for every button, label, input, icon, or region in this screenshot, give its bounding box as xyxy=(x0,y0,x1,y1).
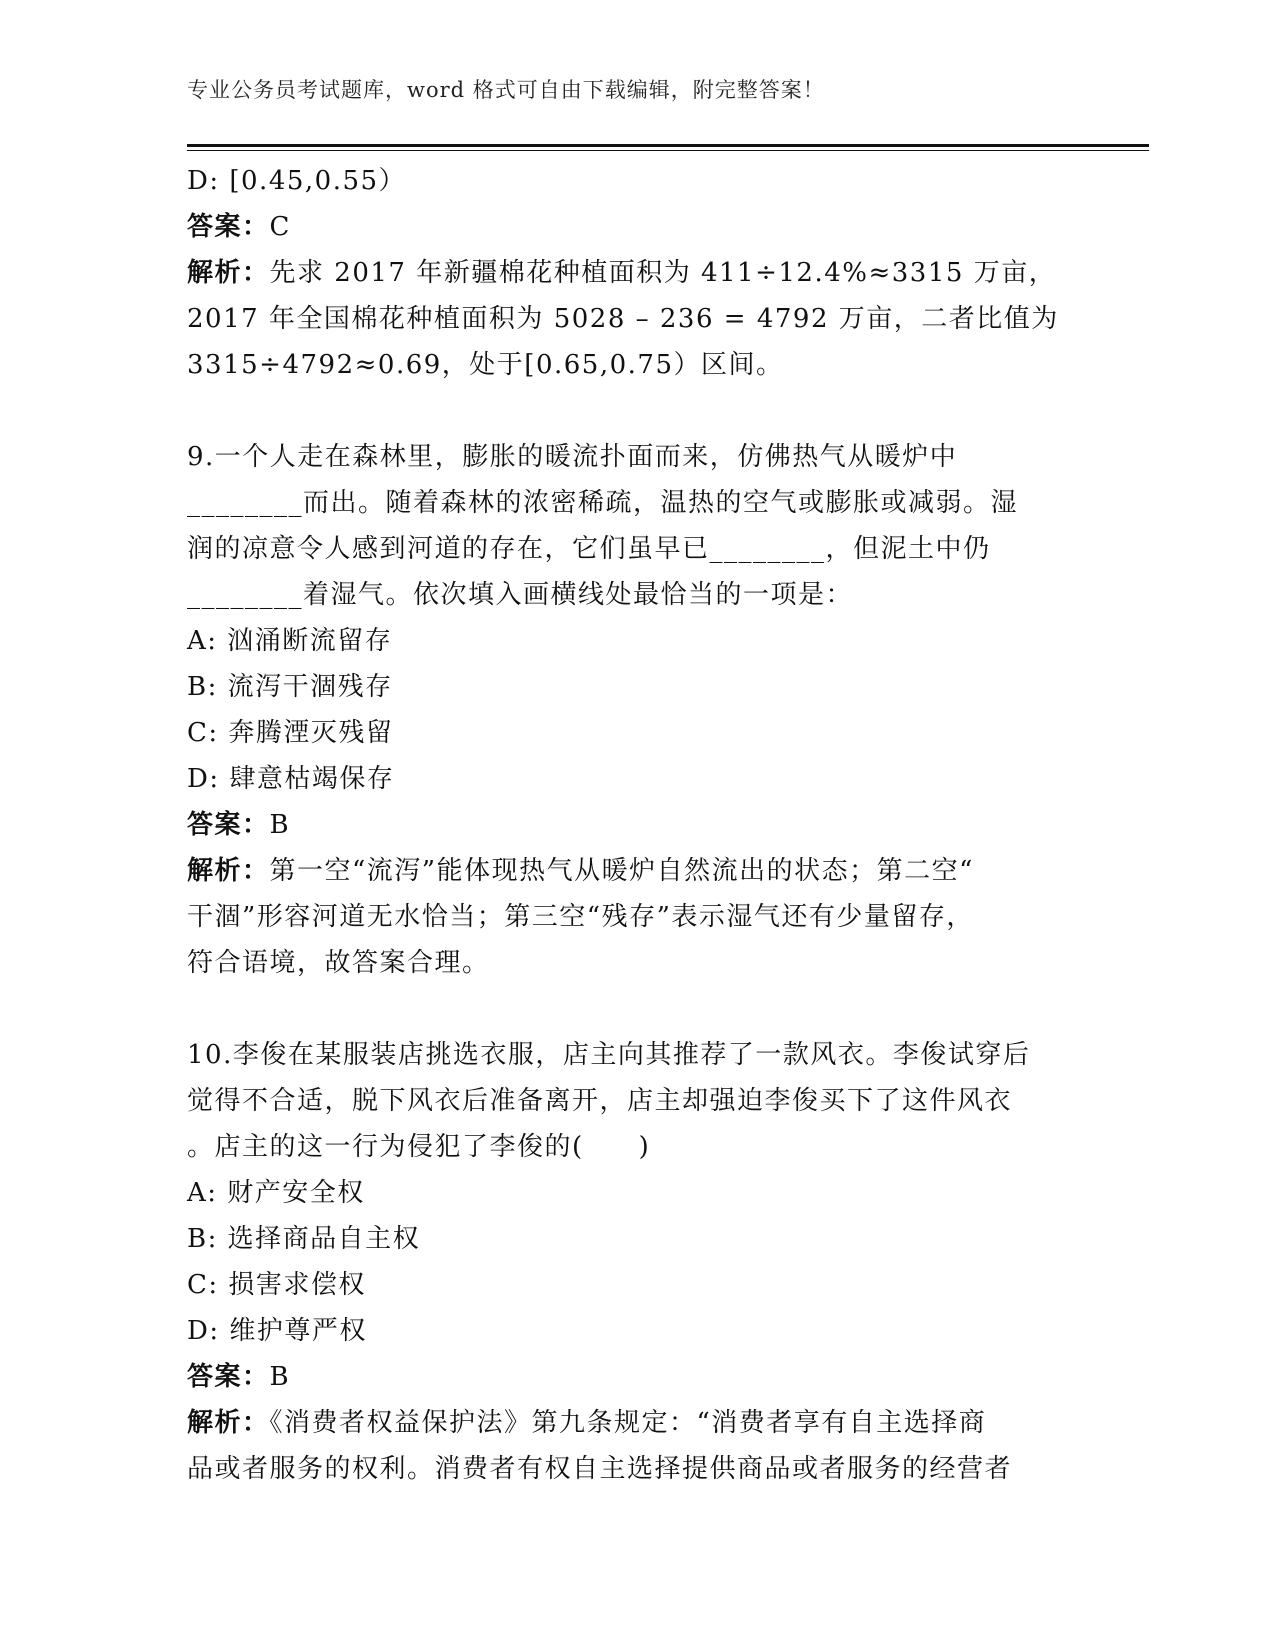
q9-stem-line: 9.一个人走在森林里，膨胀的暖流扑面而来，仿佛热气从暖炉中 xyxy=(187,442,958,472)
answer-label: 答案： xyxy=(187,1362,270,1392)
analysis-label: 解析： xyxy=(187,1408,270,1438)
q10-option-c: C: 损害求偿权 xyxy=(187,1270,366,1300)
answer-value: B xyxy=(269,1362,291,1392)
answer-value: B xyxy=(269,810,291,840)
header-rule-thin xyxy=(187,150,1149,151)
q10-stem-line: 觉得不合适，脱下风衣后准备离开，店主却强迫李俊买下了这件风衣 xyxy=(187,1086,1013,1116)
q9-analysis-line: 符合语境，故答案合理。 xyxy=(187,948,490,978)
q10-stem-line: 。店主的这一行为侵犯了李俊的( ) xyxy=(187,1132,651,1162)
q8-analysis-line: 3315÷4792≈0.69，处于[0.65,0.75）区间。 xyxy=(187,350,784,380)
q10-analysis-line: 品或者服务的权利。消费者有权自主选择提供商品或者服务的经营者 xyxy=(187,1454,1013,1484)
q9-analysis-line: 干涸”形容河道无水恰当；第三空“残存”表示湿气还有少量留存， xyxy=(187,902,974,932)
page-header: 专业公务员考试题库，word 格式可自由下载编辑，附完整答案！ xyxy=(187,78,825,102)
q10-answer xyxy=(187,1354,1087,1400)
q9-answer xyxy=(187,802,1087,848)
q10-option-d: D: 维护尊严权 xyxy=(187,1316,367,1346)
q10-option-b: B: 选择商品自主权 xyxy=(187,1224,421,1254)
q8-option-d: D: [0.45,0.55） xyxy=(187,166,407,196)
q8-answer xyxy=(187,204,1087,250)
analysis-label: 解析： xyxy=(187,258,270,288)
q9-option-a: A: 汹涌断流留存 xyxy=(187,626,393,656)
q9-stem-line: 润的凉意令人感到河道的存在，它们虽早已________，但泥土中仍 xyxy=(187,534,991,564)
q8-analysis-line: 解析：先求 2017 年新疆棉花种植面积为 411÷12.4%≈3315 万亩， xyxy=(187,258,1057,288)
q10-analysis-line: 解析：《消费者权益保护法》第九条规定：“消费者享有自主选择商 xyxy=(187,1408,987,1438)
answer-label: 答案： xyxy=(187,212,270,242)
q8-analysis-line: 2017 年全国棉花种植面积为 5028 – 236 = 4792 万亩，二者比值为 xyxy=(187,304,1059,334)
answer-label: 答案： xyxy=(187,810,270,840)
q9-option-d: D: 肆意枯竭保存 xyxy=(187,764,395,794)
document-body xyxy=(187,158,1087,1492)
analysis-label: 解析： xyxy=(187,856,270,886)
q9-stem-line: ________而出。随着森林的浓密稀疏，温热的空气或膨胀或减弱。湿 xyxy=(187,488,1019,518)
q9-analysis-line: 解析：第一空“流泻”能体现热气从暖炉自然流出的状态；第二空“ xyxy=(187,856,974,886)
q9-stem-line: ________着湿气。依次填入画横线处最恰当的一项是： xyxy=(187,580,854,610)
q10-stem-line: 10.李俊在某服装店挑选衣服，店主向其推荐了一款风衣。李俊试穿后 xyxy=(187,1040,1031,1070)
q9-option-c: C: 奔腾湮灭残留 xyxy=(187,718,394,748)
q10-option-a: A: 财产安全权 xyxy=(187,1178,365,1208)
header-rule-thick xyxy=(187,144,1149,147)
answer-value: C xyxy=(269,212,291,242)
q9-option-b: B: 流泻干涸残存 xyxy=(187,672,393,702)
